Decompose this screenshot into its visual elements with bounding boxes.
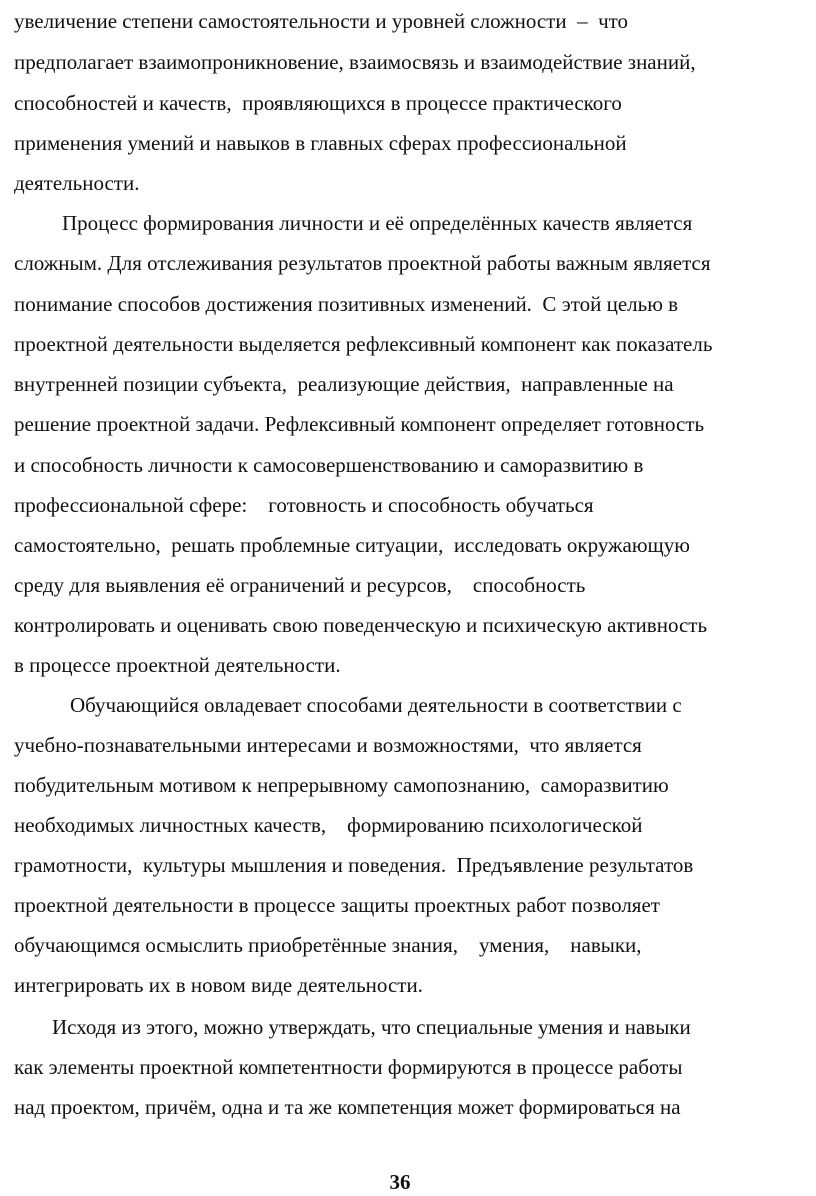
text-line: предполагает взаимопроникновение, взаимосвязь и взаимодействие знаний, xyxy=(14,50,696,74)
text-line: увеличение степени самостоятельности и уровней сложности – что xyxy=(14,9,629,33)
text-line: обучающимся осмыслить приобретённые знания, умения, навыки, xyxy=(14,933,642,957)
page-number: 36 xyxy=(389,1170,411,1194)
text-line: способностей и качеств, проявляющихся в процессе практического xyxy=(14,91,622,115)
text-line: решение проектной задачи. Рефлексивный компонент определяет готовность xyxy=(14,412,705,436)
text-line: сложным. Для отслеживания результатов проектной работы важным является xyxy=(14,251,711,275)
text-line: Исходя из этого, можно утверждать, что специальные умения и навыки xyxy=(52,1015,691,1039)
text-line: Обучающийся овладевает способами деятельности в соответствии с xyxy=(70,693,682,717)
text-line: грамотности, культуры мышления и поведения. Предъявление результатов xyxy=(14,853,694,877)
text-line: профессиональной сфере: готовность и способность обучаться xyxy=(14,493,594,517)
text-line: интегрировать их в новом виде деятельности. xyxy=(14,973,423,997)
text-line: Процесс формирования личности и её определённых качеств является xyxy=(62,211,693,235)
text-line: проектной деятельности выделяется рефлексивный компонент как показатель xyxy=(14,332,713,356)
text-line: побудительным мотивом к непрерывному самопознанию, саморазвитию xyxy=(14,773,669,797)
text-line: деятельности. xyxy=(14,171,140,195)
text-line: над проектом, причём, одна и та же компетенция может формироваться на xyxy=(14,1095,681,1119)
text-line: проектной деятельности в процессе защиты проектных работ позволяет xyxy=(14,893,660,917)
text-line: понимание способов достижения позитивных изменений. С этой целью в xyxy=(14,292,679,316)
text-line: в процессе проектной деятельности. xyxy=(14,653,341,677)
text-line: среду для выявления её ограничений и ресурсов, способность xyxy=(14,573,586,597)
text-line: контролировать и оценивать свою поведенческую и психическую активность xyxy=(14,613,708,637)
text-line: применения умений и навыков в главных сферах профессиональной xyxy=(14,131,627,155)
text-line: необходимых личностных качеств, формированию психологической xyxy=(14,813,643,837)
text-line: самостоятельно, решать проблемные ситуации, исследовать окружающую xyxy=(14,533,690,557)
text-line: и способность личности к самосовершенствованию и саморазвитию в xyxy=(14,453,644,477)
text-line: учебно-познавательными интересами и возможностями, что является xyxy=(14,733,642,757)
text-line: как элементы проектной компетентности формируются в процессе работы xyxy=(14,1055,683,1079)
text-line: внутренней позиции субъекта, реализующие действия, направленные на xyxy=(14,372,674,396)
